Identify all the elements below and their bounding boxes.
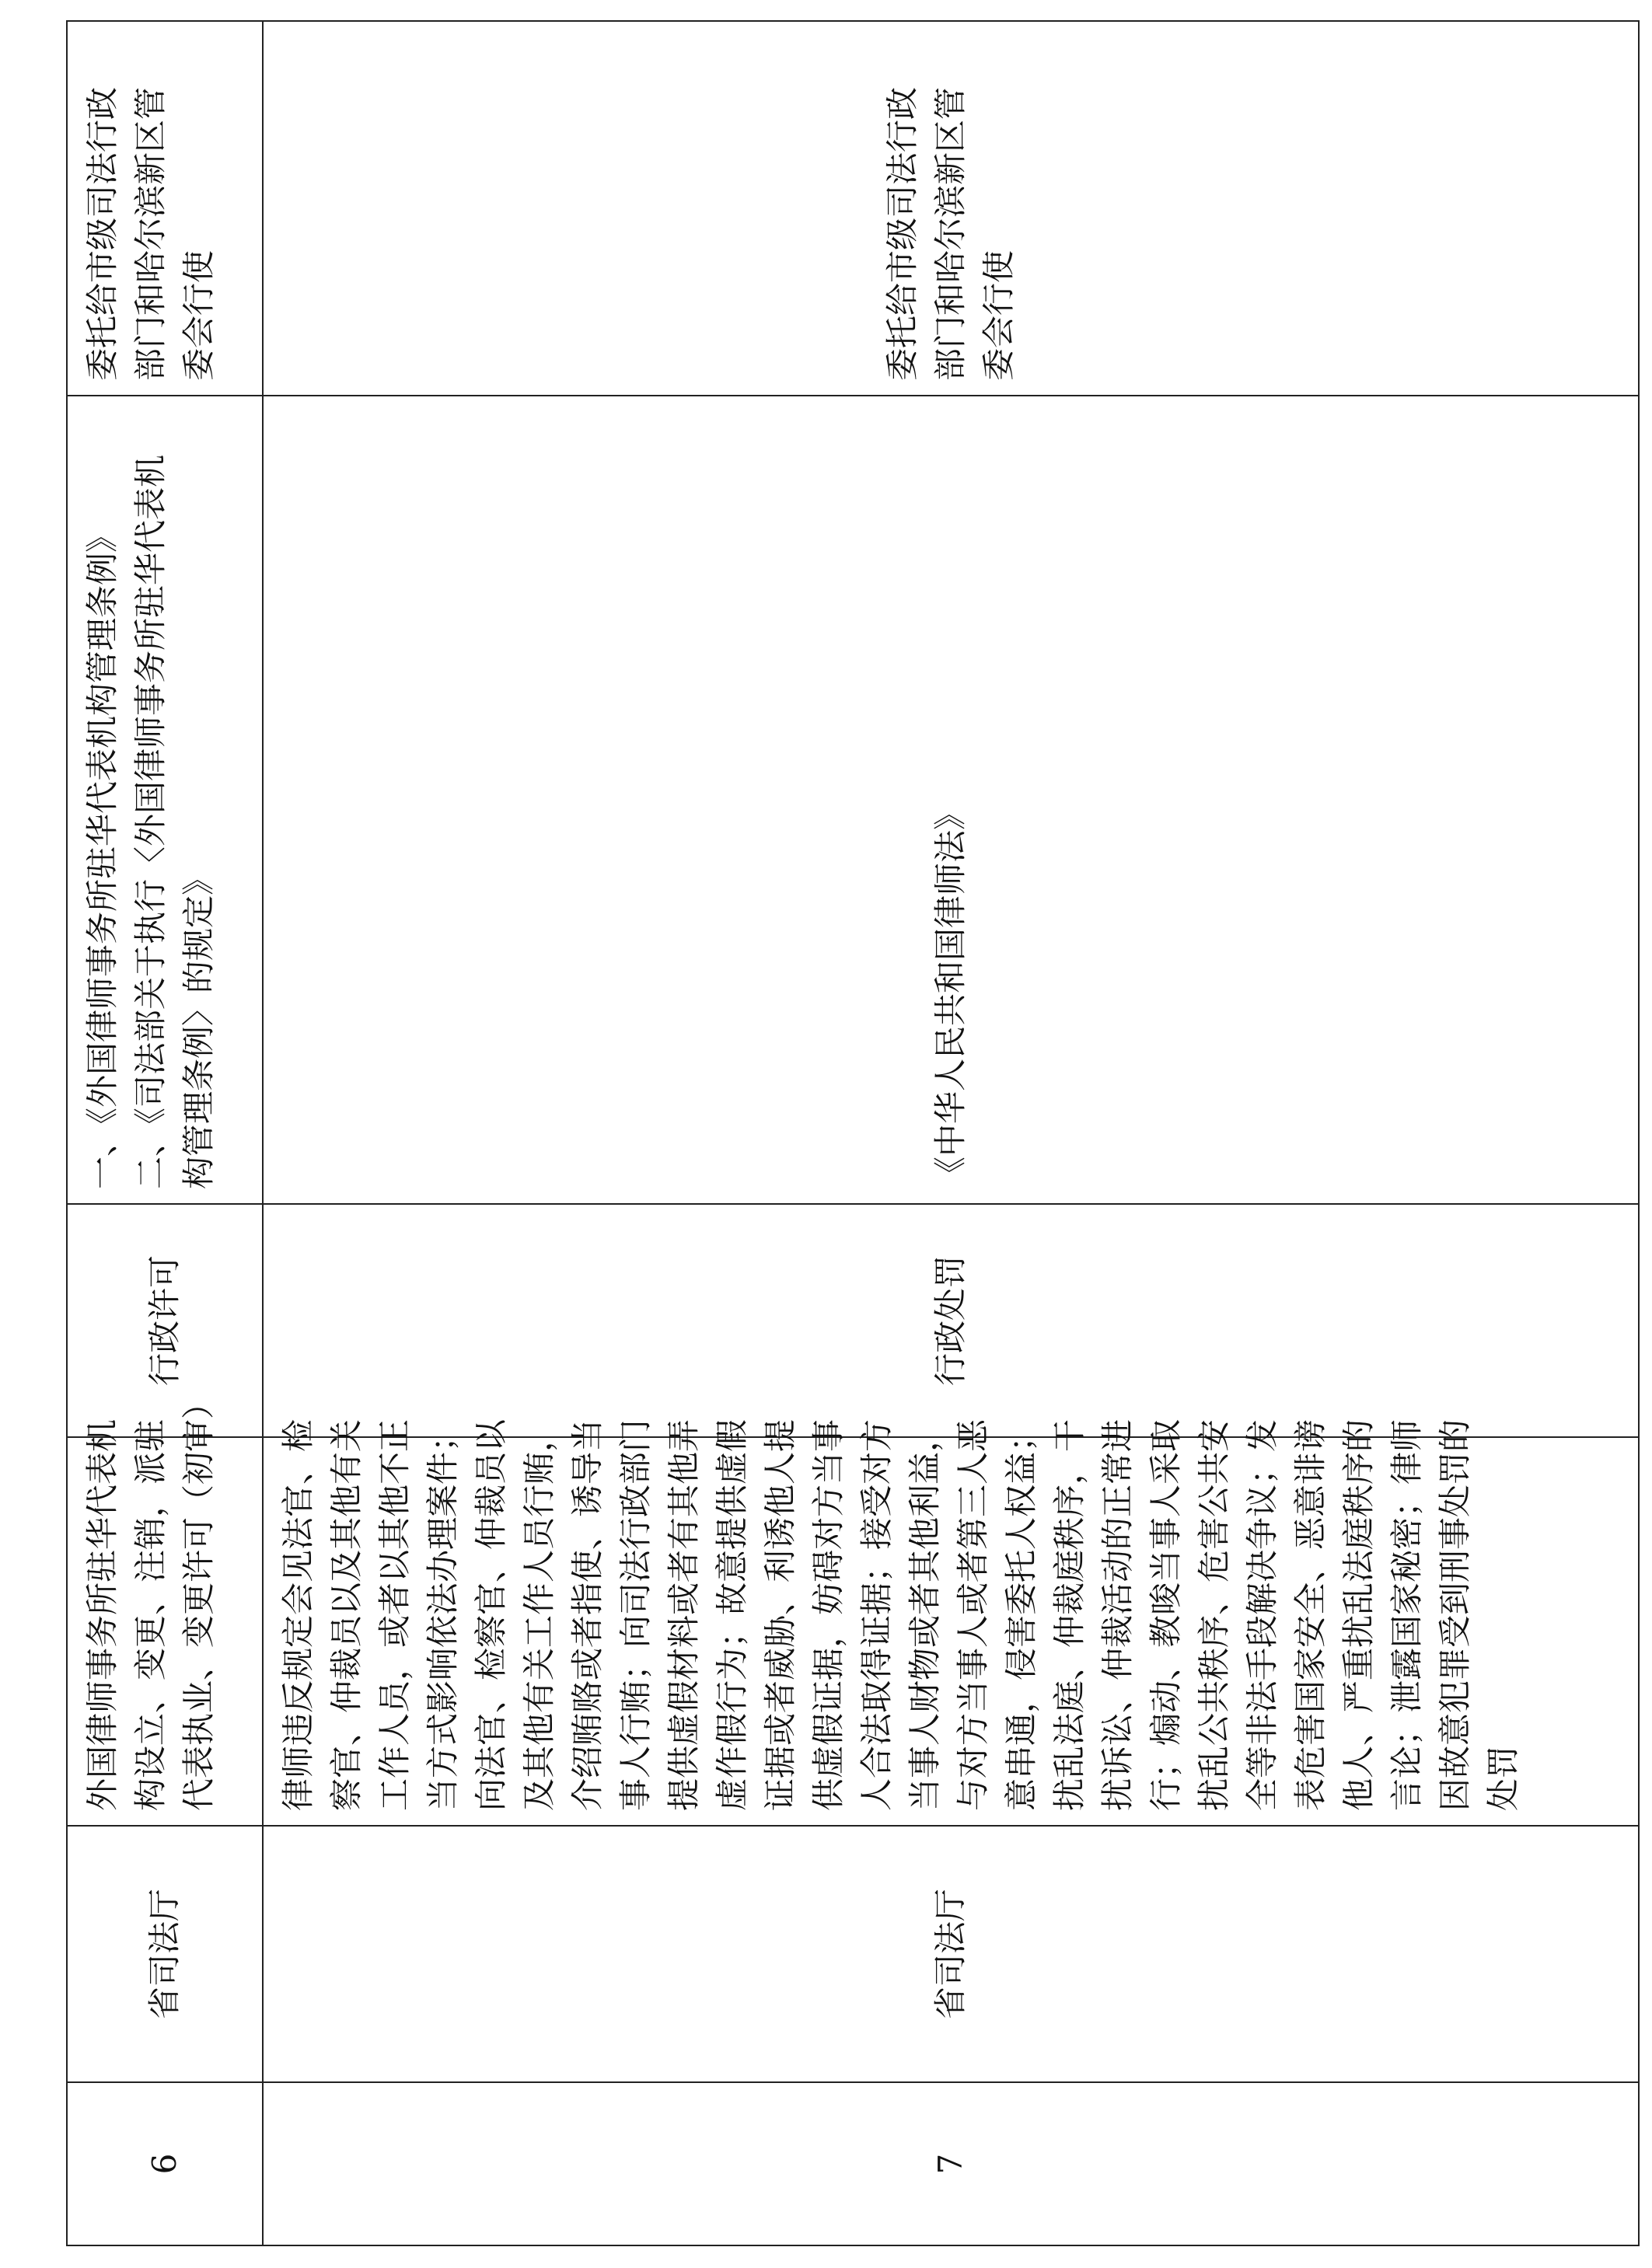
department-cell: 省司法厅 — [263, 1826, 1639, 2082]
matter-line: 言论；泄露国家秘密；律师 — [1388, 1418, 1426, 1811]
matter-line: 律师违反规定会见法官、检 — [279, 1418, 317, 1811]
note-line: 部门和哈尔滨新区管 — [931, 86, 969, 381]
basis-line: 一、《外国律师事务所驻华代表机构管理条例》 — [83, 519, 121, 1189]
note-line: 委托给市级司法行政 — [83, 86, 121, 381]
matter-line: 提供虚假材料或者有其他弄 — [665, 1418, 703, 1811]
matter-line: 人合法取得证据；接受对方 — [857, 1418, 896, 1811]
matter-cell — [67, 1386, 263, 1826]
matter-line: 表危害国家安全、恶意诽谤 — [1291, 1418, 1329, 1811]
matter-line: 扰乱法庭、仲裁庭秩序，干 — [1050, 1418, 1088, 1811]
matter-line: 工作人员，或者以其他不正 — [375, 1418, 414, 1811]
matter-line: 察官、仲裁员以及其他有关 — [327, 1418, 365, 1811]
matter-line: 当方式影响依法办理案件； — [424, 1418, 462, 1811]
matter-line: 向法官、检察官、仲裁员以 — [472, 1418, 510, 1811]
basis-cell — [67, 396, 263, 1204]
matter-line: 供虚假证据，妨碍对方当事 — [809, 1418, 847, 1811]
matter-line: 当事人财物或者其他利益， — [906, 1418, 944, 1811]
matter-line: 介绍贿赂或者指使、诱导当 — [568, 1418, 606, 1811]
matter-cell — [263, 1418, 1639, 1826]
department-cell: 省司法厅 — [67, 1826, 263, 2082]
row-number: 7 — [263, 2082, 1639, 2245]
note-line: 委会行使 — [180, 249, 218, 381]
basis-line: 构管理条例〉的规定》 — [180, 862, 218, 1189]
matter-line: 行；煽动、教唆当事人采取 — [1147, 1418, 1185, 1811]
basis-line: 二、《司法部关于执行〈外国律师事务所驻华代表机 — [131, 454, 169, 1189]
matter-line: 扰乱公共秩序、危害公共安 — [1195, 1418, 1233, 1811]
category-cell: 行政许可 — [67, 1204, 263, 1437]
matter-line: 扰诉讼、仲裁活动的正常进 — [1098, 1418, 1137, 1811]
matter-line: 因故意犯罪受到刑事处罚的 — [1436, 1418, 1474, 1811]
note-line: 委托给市级司法行政 — [883, 86, 921, 381]
rotated-page — [66, 22, 1591, 2246]
matter-line: 构设立、变更、注销，派驻 — [131, 1418, 169, 1811]
note-line: 部门和哈尔滨新区管 — [131, 86, 169, 381]
matter-line: 处罚 — [1484, 1745, 1522, 1811]
matter-line: 意串通，侵害委托人权益； — [1002, 1418, 1040, 1811]
note-cell — [67, 21, 263, 396]
matter-line: 他人、严重扰乱法庭秩序的 — [1339, 1418, 1378, 1811]
matter-line: 证据或者威胁、利诱他人提 — [761, 1418, 799, 1811]
row-number: 6 — [67, 2082, 263, 2245]
matter-line: 与对方当事人或者第三人恶 — [954, 1418, 992, 1811]
basis-line: 《中华人民共和国律师法》 — [931, 797, 969, 1189]
matter-line: 外国律师事务所驻华代表机 — [83, 1418, 121, 1811]
note-cell — [263, 21, 1639, 396]
note-line: 委会行使 — [980, 249, 1018, 381]
basis-cell — [263, 396, 1639, 1204]
matter-line: 虚作假行为；故意提供虚假 — [713, 1418, 751, 1811]
matter-line: 全等非法手段解决争议；发 — [1243, 1418, 1281, 1811]
matter-line: 及其他有关工作人员行贿， — [520, 1418, 558, 1811]
table-row — [67, 21, 263, 2245]
table-row — [263, 21, 1639, 2245]
matter-line: 事人行贿；向司法行政部门 — [616, 1418, 655, 1811]
category-cell: 行政处罚 — [263, 1204, 1639, 1437]
authority-table — [66, 20, 1640, 2246]
matter-line: 代表执业、变更许可（初审） — [180, 1386, 218, 1811]
